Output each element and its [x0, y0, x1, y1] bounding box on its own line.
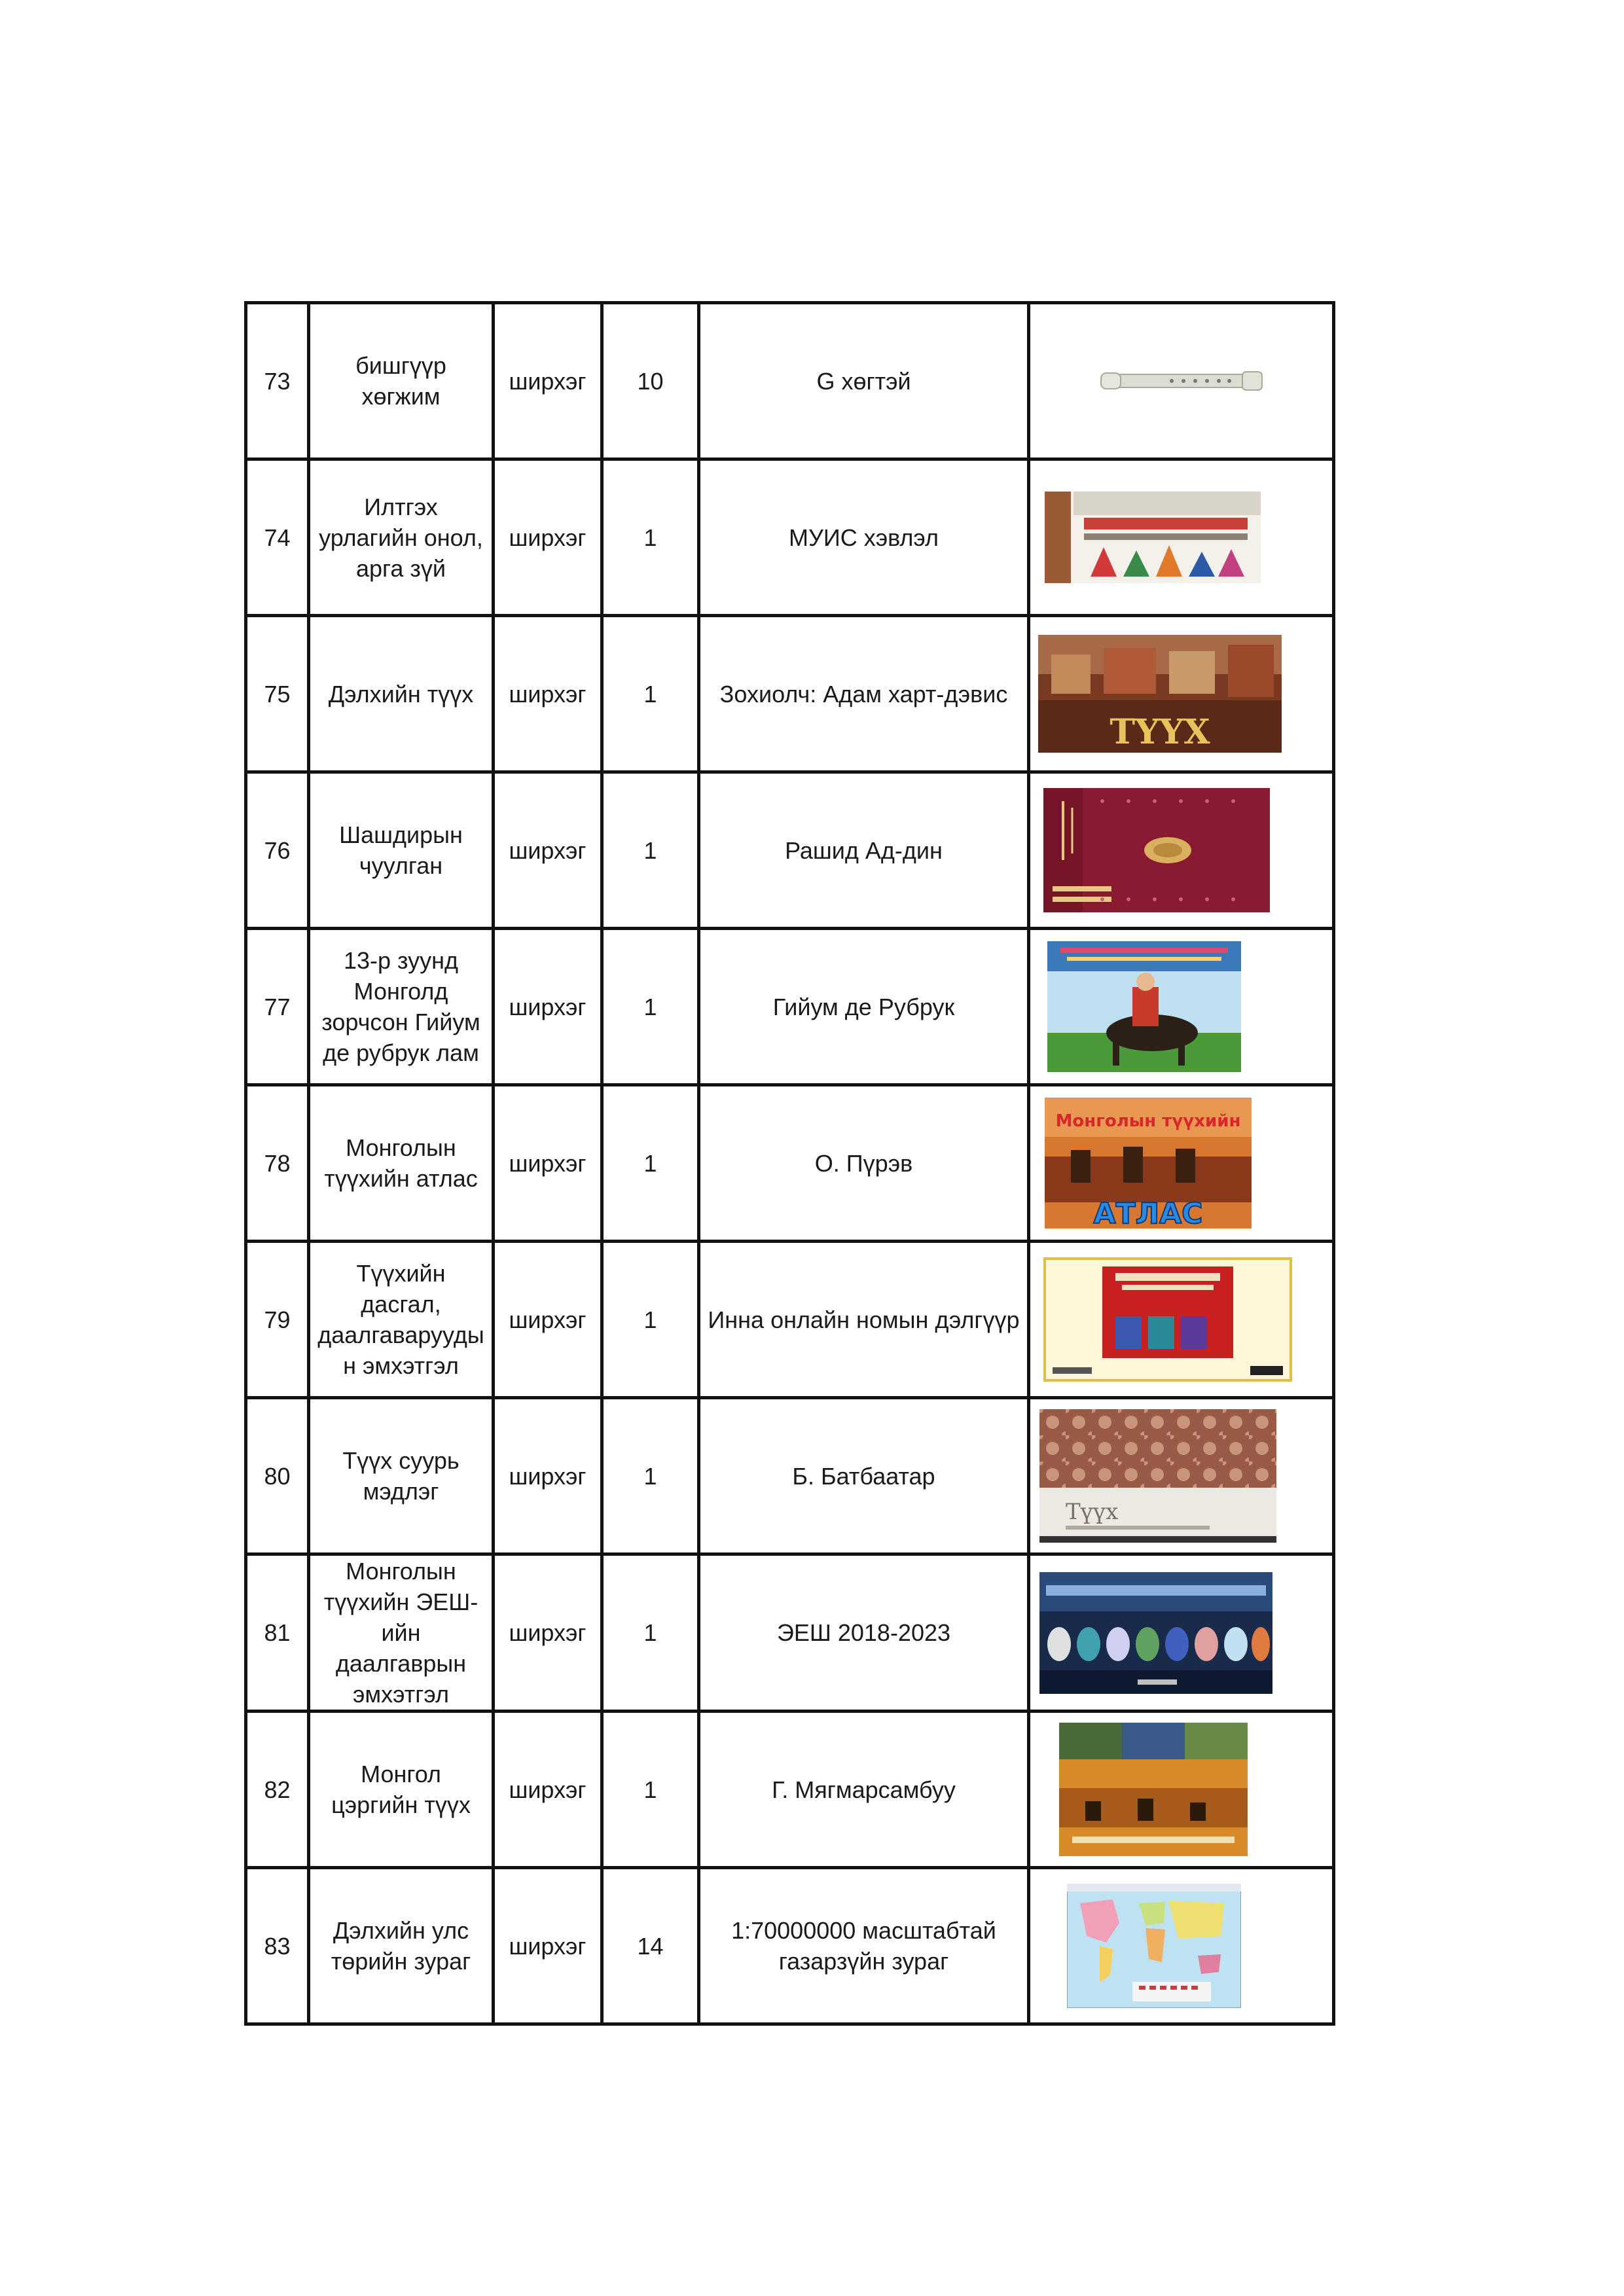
item-description: ЭЕШ 2018-2023 — [699, 1554, 1029, 1712]
book-cover-image — [1047, 941, 1241, 1072]
item-name: 13-р зуунд Монголд зорчсон Гийум де рубрук лам — [309, 929, 494, 1085]
item-quantity: 1 — [602, 1398, 699, 1554]
cover-title: ТҮҮХ — [1110, 712, 1210, 752]
book-cover-image — [1043, 788, 1270, 912]
item-quantity: 1 — [602, 772, 699, 929]
item-unit: ширхэг — [494, 303, 602, 459]
book-cover-image — [1045, 492, 1261, 583]
item-quantity: 1 — [602, 1712, 699, 1868]
item-image-cell — [1029, 1085, 1334, 1242]
book-cover-image — [1045, 1098, 1252, 1229]
row-number: 74 — [246, 459, 309, 616]
item-name: Дэлхийн түүх — [309, 616, 494, 772]
item-quantity: 10 — [602, 303, 699, 459]
item-name: Дэлхийн улс төрийн зураг — [309, 1868, 494, 2024]
item-image-cell — [1029, 616, 1334, 772]
item-unit: ширхэг — [494, 1398, 602, 1554]
table-row — [246, 1554, 1334, 1712]
item-quantity: 1 — [602, 929, 699, 1085]
item-image-cell — [1029, 929, 1334, 1085]
book-cover-image — [1039, 1409, 1276, 1543]
item-quantity: 1 — [602, 1242, 699, 1398]
row-number: 77 — [246, 929, 309, 1085]
row-number: 82 — [246, 1712, 309, 1868]
item-unit: ширхэг — [494, 459, 602, 616]
item-image-cell — [1029, 459, 1334, 616]
cover-subtitle: АТЛАС — [1093, 1197, 1203, 1229]
world-map-image — [1067, 1884, 1241, 2008]
table-row — [246, 1398, 1334, 1554]
item-quantity: 1 — [602, 459, 699, 616]
item-description: Рашид Ад-дин — [699, 772, 1029, 929]
item-unit: ширхэг — [494, 1085, 602, 1242]
item-image-cell — [1029, 303, 1334, 459]
item-image-cell — [1029, 1712, 1334, 1868]
row-number: 80 — [246, 1398, 309, 1554]
items-table — [244, 301, 1335, 2026]
item-image-cell — [1029, 772, 1334, 929]
item-quantity: 14 — [602, 1868, 699, 2024]
item-quantity: 1 — [602, 1554, 699, 1712]
item-description: Гийум де Рубрук — [699, 929, 1029, 1085]
item-name: Шашдирын чуулган — [309, 772, 494, 929]
book-cover-image — [1043, 1257, 1292, 1382]
item-unit: ширхэг — [494, 772, 602, 929]
item-unit: ширхэг — [494, 1712, 602, 1868]
item-description: О. Пүрэв — [699, 1085, 1029, 1242]
item-unit: ширхэг — [494, 1868, 602, 2024]
book-cover-image — [1038, 635, 1282, 753]
table-row — [246, 1712, 1334, 1868]
item-unit: ширхэг — [494, 929, 602, 1085]
row-number: 78 — [246, 1085, 309, 1242]
item-image-cell — [1029, 1868, 1334, 2024]
item-image-cell — [1029, 1398, 1334, 1554]
item-quantity: 1 — [602, 1085, 699, 1242]
item-description: Г. Мягмарсамбуу — [699, 1712, 1029, 1868]
item-name: Монгол цэргийн түүх — [309, 1712, 494, 1868]
item-unit: ширхэг — [494, 1554, 602, 1712]
item-name: Илтгэх урлагийн онол, арга зүй — [309, 459, 494, 616]
item-description: G хөгтэй — [699, 303, 1029, 459]
table-row — [246, 459, 1334, 616]
cover-title: Түүх — [1066, 1499, 1119, 1525]
table-row — [246, 1868, 1334, 2024]
book-cover-image — [1059, 1723, 1248, 1856]
row-number: 75 — [246, 616, 309, 772]
table-row — [246, 1242, 1334, 1398]
table-row — [246, 929, 1334, 1085]
item-description: Б. Батбаатар — [699, 1398, 1029, 1554]
item-description: Инна онлайн номын дэлгүүр — [699, 1242, 1029, 1398]
book-cover-image — [1039, 1572, 1272, 1694]
item-quantity: 1 — [602, 616, 699, 772]
item-unit: ширхэг — [494, 1242, 602, 1398]
item-description: 1:70000000 масштабтай газарзүйн зураг — [699, 1868, 1029, 2024]
cover-title: Монголын түүхийн — [1055, 1111, 1241, 1131]
recorder-flute-image — [1100, 368, 1263, 394]
item-unit: ширхэг — [494, 616, 602, 772]
row-number: 81 — [246, 1554, 309, 1712]
table-row — [246, 616, 1334, 772]
item-name: Монголын түүхийн атлас — [309, 1085, 494, 1242]
row-number: 83 — [246, 1868, 309, 2024]
row-number: 79 — [246, 1242, 309, 1398]
table-row — [246, 1085, 1334, 1242]
table-row — [246, 303, 1334, 459]
item-description: МУИС хэвлэл — [699, 459, 1029, 616]
row-number: 76 — [246, 772, 309, 929]
item-name: Түүх суурь мэдлэг — [309, 1398, 494, 1554]
item-image-cell — [1029, 1242, 1334, 1398]
table-row — [246, 772, 1334, 929]
item-name: Монголын түүхийн ЭЕШ-ийн даалгаврын эмхэтгэл — [309, 1554, 494, 1712]
item-name: бишгүүр хөгжим — [309, 303, 494, 459]
item-name: Түүхийн дасгал, даалгаварууды н эмхэтгэл — [309, 1242, 494, 1398]
item-description: Зохиолч: Адам харт-дэвис — [699, 616, 1029, 772]
item-image-cell — [1029, 1554, 1334, 1712]
row-number: 73 — [246, 303, 309, 459]
